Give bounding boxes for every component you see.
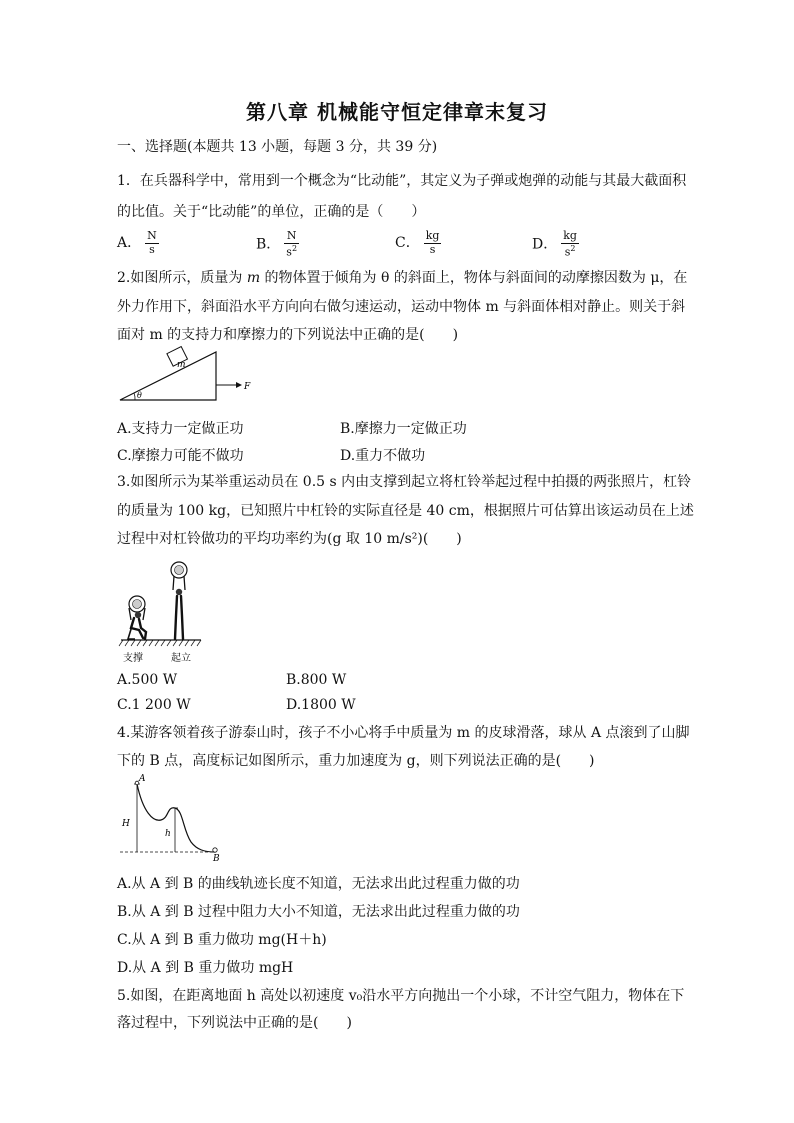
incline-diagram — [117, 346, 277, 406]
point-b-label: B — [213, 854, 220, 864]
q4-option-a: A.从 A 到 B 的曲线轨迹长度不知道，无法求出此过程重力做的功 — [117, 876, 520, 892]
q3-text-line1: 3.如图所示为某举重运动员在 0.5 s 内由支撑到起立将杠铃举起过程中拍摄的两张照片，杠铃 — [117, 474, 692, 490]
q3-option-a: A.500 W — [117, 672, 178, 688]
q3-text-line3: 过程中对杠铃做功的平均功率约为(g 取 10 m/s²)( ) — [117, 531, 462, 547]
section-heading: 一、选择题(本题共 13 小题，每题 3 分，共 39 分) — [117, 139, 438, 155]
q4-option-b: B.从 A 到 B 过程中阻力大小不知道，无法求出此过程重力做的功 — [117, 904, 520, 920]
height-H-label: H — [122, 819, 130, 829]
q3-option-b: B.800 W — [286, 672, 347, 688]
weightlifter-diagram — [119, 560, 205, 665]
q1-text-line1: 1．在兵器科学中，常用到一个概念为“比动能”，其定义为子弹或炮弹的动能与其最大截面积 — [117, 173, 687, 189]
q3-text-line2: 的质量为 100 kg，已知照片中杠铃的实际直径是 40 cm，根据照片可估算出该运动员在上述 — [117, 503, 694, 519]
q2-option-a: A.支持力一定做正功 — [117, 421, 244, 437]
q4-text-line1: 4.某游客领着孩子游泰山时，孩子不小心将手中质量为 m 的皮球滑落，球从 A 点滚到了山脚 — [117, 725, 690, 741]
label-squat: 支撑 — [123, 653, 143, 664]
q3-option-c: C.1 200 W — [117, 697, 191, 713]
point-a-label: A — [139, 774, 146, 784]
q1-option-b: B． $\frac{N}{s^2}$ — [256, 229, 298, 259]
page-title: 第八章 机械能守恒定律章末复习 — [246, 100, 548, 124]
q5-text-line1: 5.如图，在距离地面 h 高处以初速度 v₀沿水平方向抛出一个小球，不计空气阻力，物体在下 — [117, 988, 685, 1004]
q2-text-line3: 面对 m 的支持力和摩擦力的下列说法中正确的是( ) — [117, 327, 459, 343]
q4-option-d: D.从 A 到 B 重力做功 mgH — [117, 960, 294, 976]
q1-text-line2: 的比值。关于“比动能”的单位，正确的是（ ） — [117, 204, 426, 220]
q4-text-line2: 下的 B 点，高度标记如图所示，重力加速度为 g，则下列说法正确的是( ) — [117, 753, 595, 769]
q5-text-line2: 落过程中，下列说法中正确的是( ) — [117, 1015, 352, 1031]
label-stand: 起立 — [171, 653, 191, 664]
hill-diagram — [117, 772, 227, 864]
q2-text-line2: 外力作用下，斜面沿水平方向向右做匀速运动，运动中物体 m 与斜面体相对静止。则关于斜 — [117, 299, 686, 315]
q1-option-c: C． $\frac{kg}{s}$ — [395, 229, 440, 256]
height-h-label: h — [165, 829, 171, 839]
incline-mass-label: m — [177, 360, 186, 370]
incline-angle-label: θ — [137, 391, 142, 400]
q2-option-c: C.摩擦力可能不做功 — [117, 448, 244, 464]
q4-option-c: C.从 A 到 B 重力做功 mg(H＋h) — [117, 932, 327, 948]
q1-option-a: A． $\frac{N}{s}$ — [117, 229, 157, 256]
q2-option-d: D.重力不做功 — [340, 448, 426, 464]
q1-option-d: D． $\frac{kg}{s^2}$ — [532, 229, 577, 259]
q3-option-d: D.1800 W — [286, 697, 356, 713]
q2-text-line1: 2.如图所示，质量为 m 的物体置于倾角为 θ 的斜面上，物体与斜面间的动摩擦因数为 μ，在 — [117, 270, 688, 286]
force-label: F — [244, 382, 251, 392]
q2-option-b: B.摩擦力一定做正功 — [340, 421, 467, 437]
